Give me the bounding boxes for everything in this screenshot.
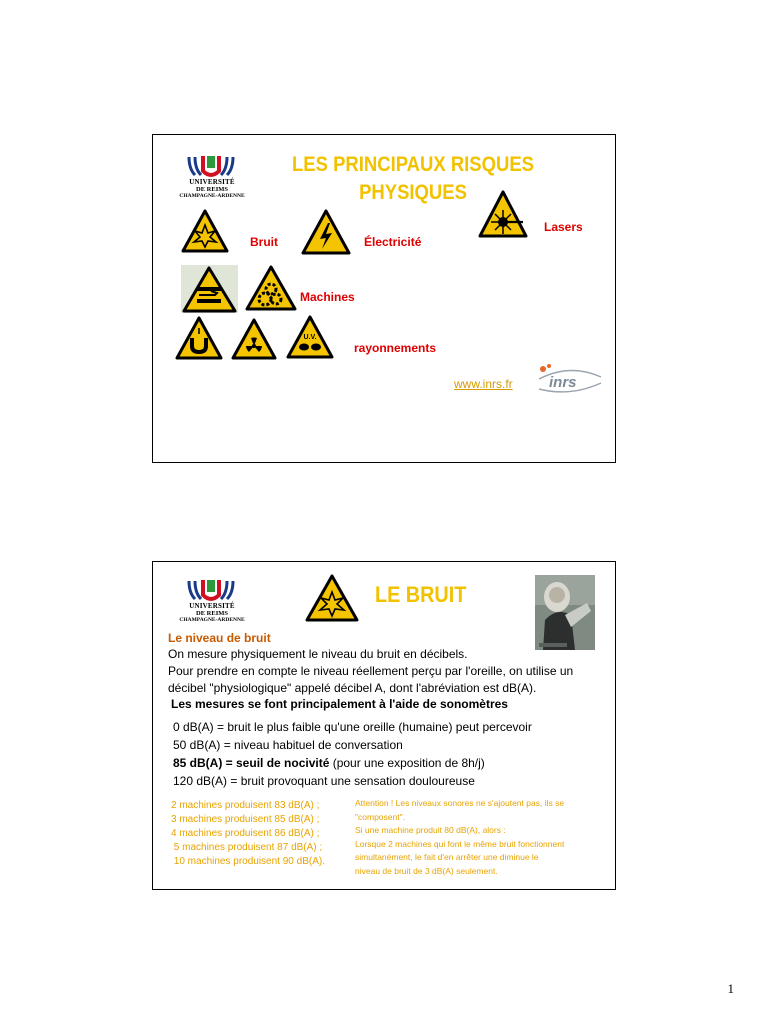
logo-line1: UNIVERSITÉ [189,178,235,186]
attention-line: Lorsque 2 machines qui font le même bruit fonctionnent [355,838,565,849]
electricity-warning-icon [301,209,351,255]
title-line2: PHYSIQUES [359,181,467,204]
inrs-logo-text: inrs [549,374,577,391]
inrs-logo-icon [535,361,605,397]
attention-line: niveau de bruit de 3 dB(A) seulement. [355,865,498,876]
logo-line2: DE REIMS [196,610,228,617]
attention-line: "composent". [355,811,405,822]
universite-reims-logo [177,155,247,201]
logo-line3: CHAMPAGNE-ARDENNE [179,617,245,623]
label-rayonnements: rayonnements [354,341,437,355]
level-85 [173,754,532,772]
attention-note [355,797,610,878]
hand-crush-warning-icon [181,265,238,313]
universite-logo-icon [187,155,235,177]
machines-line: 3 machines produisent 85 dB(A) ; [171,814,320,825]
label-electricite: Électricité [364,235,422,249]
laser-warning-icon [478,190,528,238]
level-85-bold: 85 dB(A) = seuil de nocivité [173,756,330,770]
section-subtitle: Le niveau de bruit [168,631,271,645]
level-0: 0 dB(A) = bruit le plus faible qu'une oreille (humaine) peut percevoir [173,720,532,734]
slide-principaux-risques [152,134,616,463]
label-lasers: Lasers [544,220,583,234]
label-machines: Machines [300,290,355,304]
slide-le-bruit [152,561,616,890]
worker-noise-photo [535,575,595,650]
svg-text:U.V.: U.V. [303,334,317,341]
explosion-warning-icon [305,574,359,622]
attention-line: Si une machine produit 80 dB(A), alors : [355,825,506,835]
machines-line: 5 machines produisent 87 dB(A) ; [171,842,323,853]
radiation-warning-icon [231,318,277,360]
page-number: 1 [727,981,734,996]
title-line1: LES PRINCIPAUX RISQUES [292,153,534,176]
logo-line1: UNIVERSITÉ [189,602,235,610]
measures-heading: Les mesures se font principalement à l'aide de sonomètres [171,697,508,711]
universite-reims-logo [177,579,247,625]
level-50: 50 dB(A) = niveau habituel de conversation [173,738,403,752]
explosion-warning-icon [181,209,229,253]
intro-paragraphs [168,646,608,697]
paragraph-1: On mesure physiquement le niveau du bruit en décibels. [168,647,468,661]
level-120: 120 dB(A) = bruit provoquant une sensation douloureuse [173,774,475,788]
noise-levels-list [173,718,532,790]
machines-list [171,799,325,869]
machines-line: 4 machines produisent 86 dB(A) ; [171,828,320,839]
level-85-rest: (pour une exposition de 8h/j) [329,756,485,770]
magnetic-field-warning-icon [175,316,223,360]
uv-warning-icon [286,315,334,359]
paragraph-2: Pour prendre en compte le niveau réellement perçu par l'oreille, on utilise un décibel "physiologique" appelé décibel A, dont l'abréviation est dB(A). [168,664,574,695]
attention-line: Attention ! Les niveaux sonores ne s'ajoutent pas, ils se [355,798,565,808]
machines-line: 2 machines produisent 83 dB(A) ; [171,800,320,811]
attention-line: simultanément, le fait d'en arrêter une diminue le [355,852,539,862]
gears-warning-icon [245,265,297,311]
label-bruit: Bruit [250,235,278,249]
slide-title: LE BRUIT [375,582,467,607]
logo-line2: DE REIMS [196,186,228,193]
logo-line3: CHAMPAGNE-ARDENNE [179,193,245,199]
inrs-website-link[interactable]: www.inrs.fr [454,377,513,391]
universite-logo-icon [187,579,235,601]
machines-line: 10 machines produisent 90 dB(A). [171,856,325,867]
